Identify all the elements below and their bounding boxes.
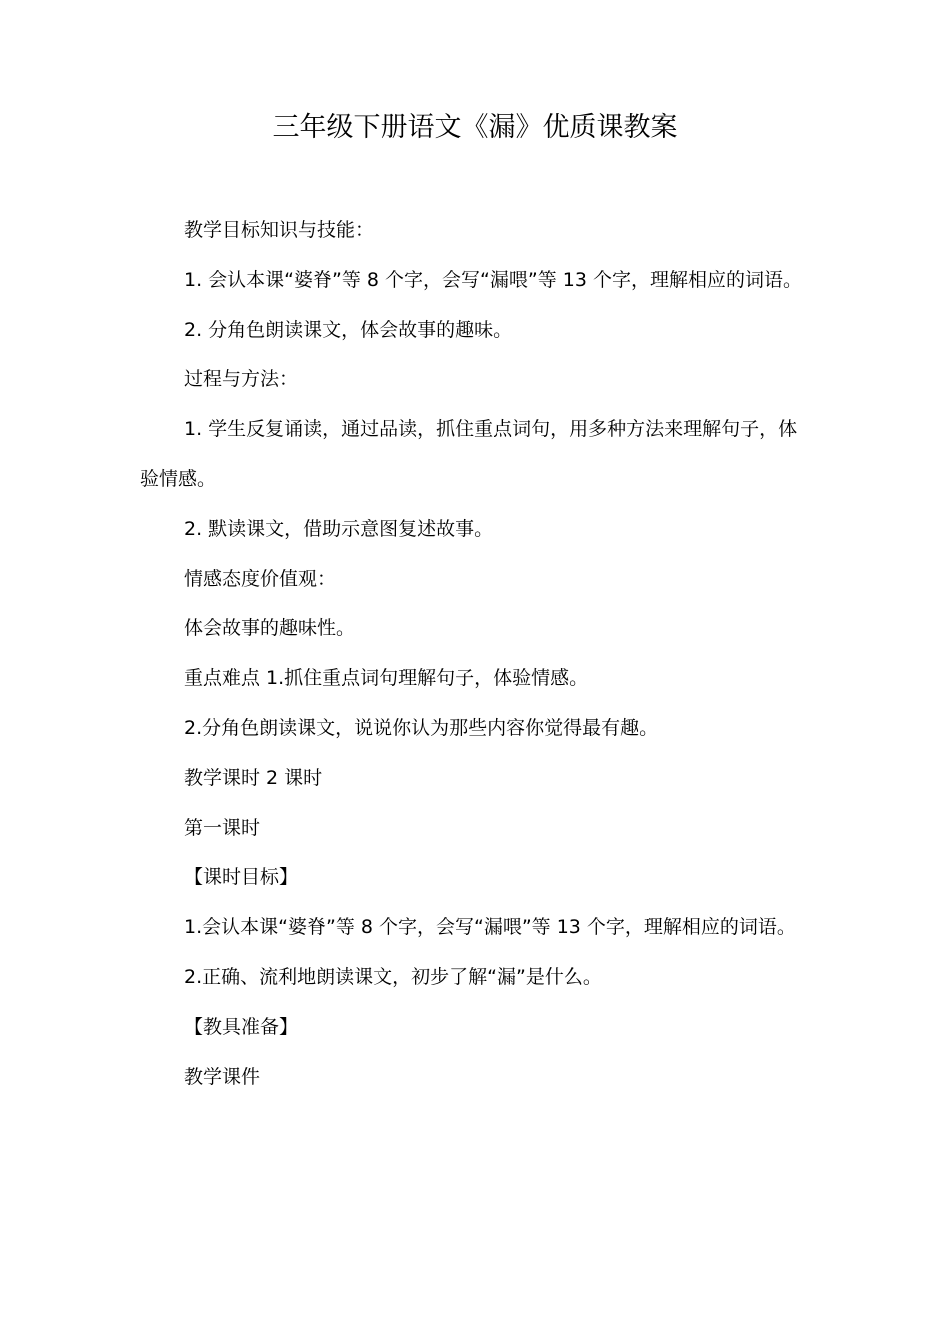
paragraph-first-lesson: 第一课时 [184, 816, 261, 839]
paragraph-values-1: 体会故事的趣味性。 [184, 617, 356, 640]
paragraph-key-points-1: 重点难点 1.抓住重点词句理解句子，体验情感。 [184, 667, 589, 690]
paragraph-process-2: 2. 默读课文，借助示意图复述故事。 [184, 517, 494, 540]
paragraph-process-1: 1. 学生反复诵读，通过品读，抓住重点词句，用多种方法来理解句子，体验情感。 [140, 418, 798, 490]
paragraph-lesson-goals-heading: 【课时目标】 [184, 866, 299, 889]
paragraph-materials: 教学课件 [184, 1065, 261, 1088]
paragraph-lesson-goal-1: 1.会认本课“婆脊”等 8 个字，会写“漏喂”等 13 个字，理解相应的词语。 [184, 916, 796, 939]
paragraph-lesson-goal-2: 2.正确、流利地朗读课文，初步了解“漏”是什么。 [184, 965, 602, 988]
document-title: 三年级下册语文《漏》优质课教案 [272, 112, 678, 143]
paragraph-class-hours: 教学课时 2 课时 [184, 766, 323, 789]
document-body [140, 206, 812, 1102]
paragraph-objective-1: 1. 会认本课“婆脊”等 8 个字，会写“漏喂”等 13 个字，理解相应的词语。 [184, 268, 802, 291]
paragraph-objectives-heading: 教学目标知识与技能： [184, 219, 375, 241]
paragraph-key-points-2: 2.分角色朗读课文，说说你认为那些内容你觉得最有趣。 [184, 716, 659, 739]
paragraph-values-heading: 情感态度价值观： [184, 567, 337, 590]
paragraph-materials-heading: 【教具准备】 [184, 1015, 299, 1038]
paragraph-objective-2: 2. 分角色朗读课文，体会故事的趣味。 [184, 318, 513, 341]
paragraph-process-heading: 过程与方法： [184, 368, 299, 391]
